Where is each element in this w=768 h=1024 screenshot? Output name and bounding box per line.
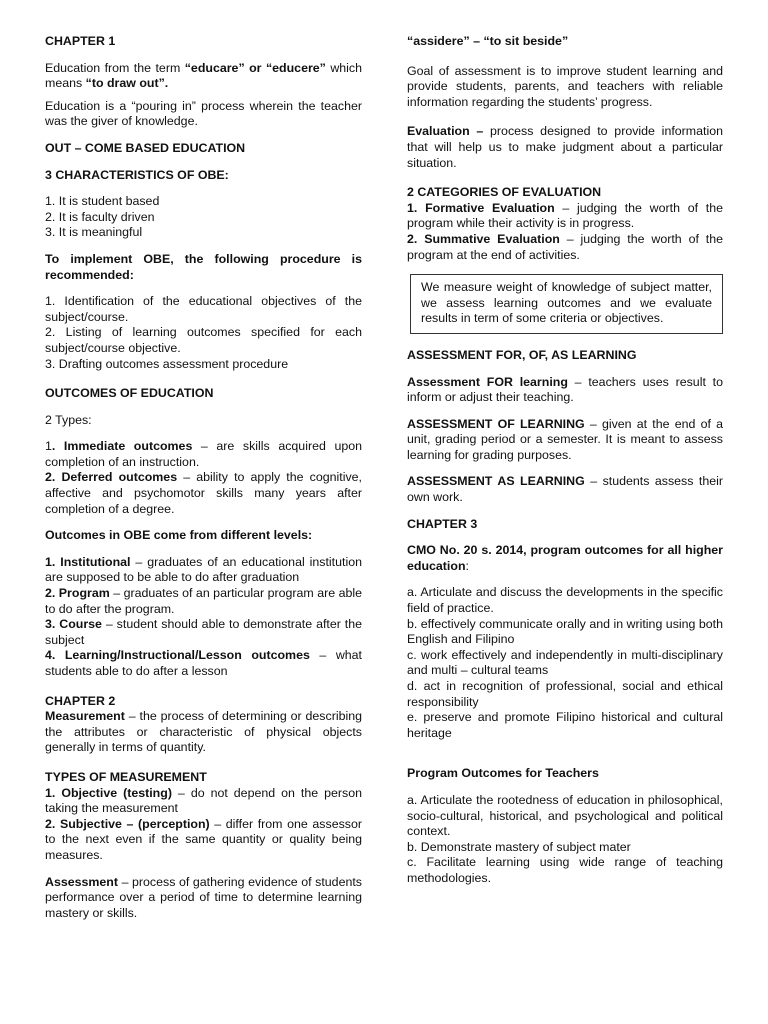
cmo-outcomes-list — [407, 585, 723, 741]
assessment-goal-paragraph: Goal of assessment is to improve student learning and provide students, parents, and teachers with reliable information regarding the students’ progress. — [407, 63, 723, 109]
left-column — [45, 34, 362, 921]
implement-obe-heading: To implement OBE, the following procedure is recommended: — [45, 251, 362, 282]
teacher-outcomes-list — [407, 793, 723, 887]
right-column — [407, 34, 723, 887]
assessment-for-learning-item: Assessment FOR learning – teachers uses result to inform or adjust their teaching. — [407, 374, 723, 405]
subjective-measurement-item: 2. Subjective – (perception) – differ from one assessor to the next even if the same quantity or quality being measures. — [45, 816, 362, 862]
list-item: b. effectively communicate orally and in writing using both English and Filipino — [407, 616, 723, 647]
measurement-definition: Measurement – the process of determining or describing the attributes or characteristic of physical objects generally in terms of quantity. — [45, 709, 362, 755]
objective-measurement-item: 1. Objective (testing) – do not depend on the person taking the measurement — [45, 785, 362, 816]
obe-characteristics-heading: 3 CHARACTERISTICS OF OBE: — [45, 167, 229, 182]
obe-levels-heading: Outcomes in OBE come from different levels: — [45, 528, 313, 543]
list-item: a. Articulate the rootedness of education in philosophical, socio-cultural, historical, and psychological and political context. — [407, 792, 723, 839]
obe-characteristics-list — [45, 194, 362, 241]
summative-evaluation-item: 2. Summative Evaluation – judging the worth of the program at the end of activities. — [407, 231, 723, 262]
list-item: 3. Drafting outcomes assessment procedure — [45, 356, 289, 371]
list-item: b. Demonstrate mastery of subject mater — [407, 839, 631, 854]
level-item-program: 2. Program – graduates of an particular program are able to do after the program. — [45, 586, 362, 616]
chapter-3-heading: CHAPTER 3 — [407, 516, 478, 531]
level-item-course: 3. Course – student should able to demonstrate after the subject — [45, 617, 362, 647]
two-types-label: 2 Types: — [45, 412, 92, 427]
immediate-outcomes-item: 1. Immediate outcomes – are skills acquired upon completion of an instruction. — [45, 439, 363, 469]
list-item: e. preserve and promote Filipino historical and cultural heritage — [407, 710, 723, 740]
obe-heading: OUT – COME BASED EDUCATION — [45, 140, 246, 155]
assessment-for-of-as-heading: ASSESSMENT FOR, OF, AS LEARNING — [407, 347, 637, 362]
cmo-heading: CMO No. 20 s. 2014, program outcomes for all higher education: — [407, 543, 723, 573]
list-item: d. act in recognition of professional, social and ethical responsibility — [407, 679, 723, 709]
types-of-measurement-heading: TYPES OF MEASUREMENT — [45, 769, 207, 784]
evaluation-definition: Evaluation – process designed to provide information that will help us to make judgment about a particular situation. — [407, 124, 723, 170]
formative-evaluation-item: 1. Formative Evaluation – judging the worth of the program while their activity is in progress. — [407, 200, 723, 231]
level-item-learning: 4. Learning/Instructional/Lesson outcomes – what students able to do after a lesson — [45, 648, 362, 678]
assessment-definition: Assessment – process of gathering evidence of students performance over a period of time to determine learning mastery or skills. — [45, 874, 362, 920]
list-item: c. work effectively and independently in multi-disciplinary and multi – cultural teams — [407, 647, 723, 678]
categories-of-evaluation-heading: 2 CATEGORIES OF EVALUATION — [407, 185, 602, 200]
list-item: 3. It is meaningful — [45, 225, 143, 240]
level-item-institutional: 1. Institutional – graduates of an educational institution are supposed to be able to do after graduation — [45, 554, 362, 585]
list-item: 2. Listing of learning outcomes specified for each subject/course objective. — [45, 325, 362, 355]
assidere-heading: “assidere” – “to sit beside” — [407, 34, 569, 48]
box-text: We measure weight of knowledge of subject matter, we assess learning outcomes and we evaluate results in term of some criteria or objectives. — [421, 280, 712, 326]
list-item: a. Articulate and discuss the developments in the specific field of practice. — [407, 585, 723, 616]
assessment-of-learning-item: ASSESSMENT OF LEARNING – given at the end of a unit, grading period or a semester. It is meant to assess learning for grading purposes. — [407, 416, 723, 462]
list-item: 1. It is student based — [45, 194, 160, 209]
measure-assess-evaluate-box — [410, 274, 723, 334]
assessment-as-learning-item: ASSESSMENT AS LEARNING – students assess their own work. — [407, 474, 724, 505]
deferred-outcomes-item: 2. Deferred outcomes – ability to apply the cognitive, affective and psychomotor skills many years after completion of a degree. — [45, 470, 363, 516]
outcomes-of-education-heading: OUTCOMES OF EDUCATION — [45, 386, 214, 401]
chapter-2-heading: CHAPTER 2 — [45, 693, 116, 708]
list-item: 1. Identification of the educational objectives of the subject/course. — [45, 294, 362, 324]
teacher-outcomes-heading: Program Outcomes for Teachers — [407, 766, 599, 781]
education-pouring-paragraph: Education is a “pouring in” process wherein the teacher was the giver of knowledge. — [45, 98, 362, 129]
chapter-1-heading: CHAPTER 1 — [45, 34, 116, 48]
education-term-paragraph: Education from the term “educare” or “educere” which means “to draw out”. — [45, 60, 363, 91]
implement-steps-list — [45, 294, 362, 372]
list-item: 2. It is faculty driven — [45, 209, 155, 224]
list-item: c. Facilitate learning using wide range of teaching methodologies. — [407, 855, 723, 885]
